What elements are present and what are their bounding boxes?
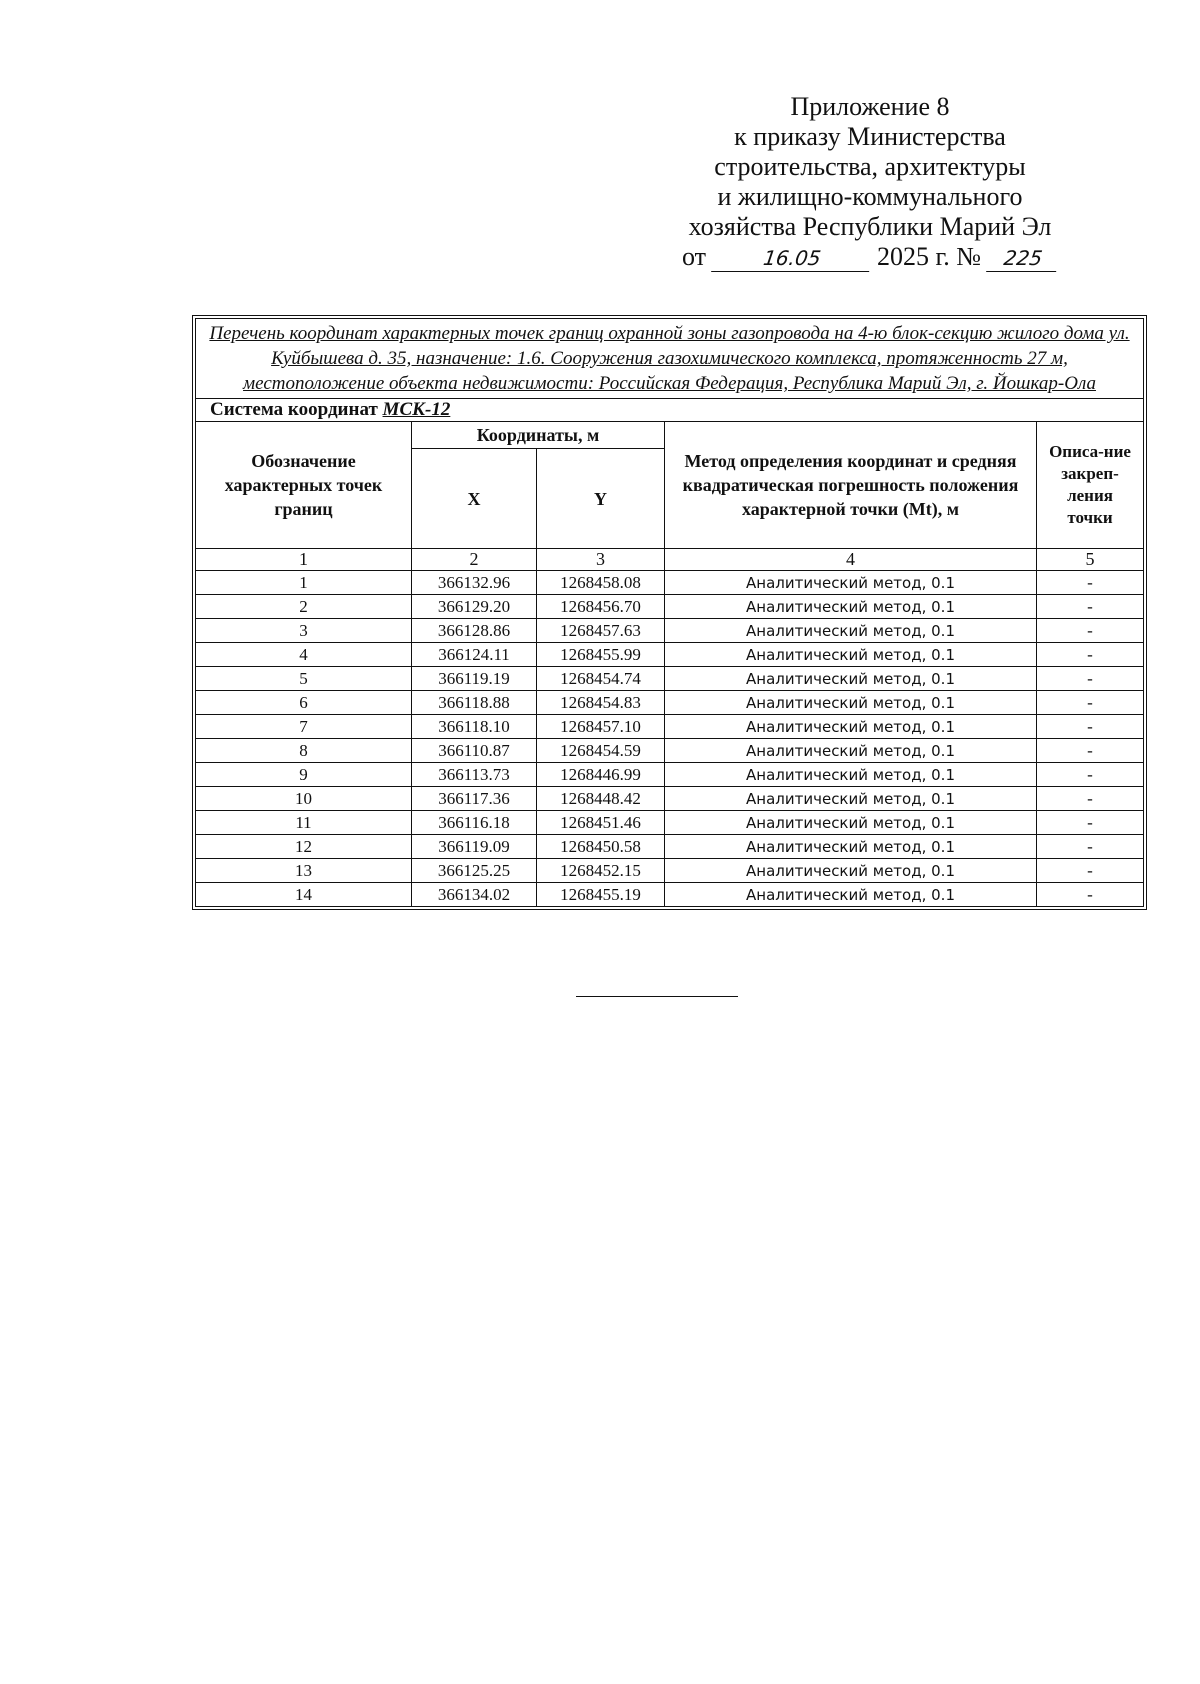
coord-x-cell: 366116.18	[412, 811, 537, 835]
point-number-cell: 6	[196, 691, 412, 715]
description-cell: -	[1037, 643, 1144, 667]
handwritten-date: 16.05	[711, 245, 873, 272]
coord-y-cell: 1268455.99	[537, 643, 665, 667]
description-cell: -	[1037, 619, 1144, 643]
coord-y-cell: 1268450.58	[537, 835, 665, 859]
point-number-cell: 14	[196, 883, 412, 907]
column-number: 4	[665, 549, 1037, 571]
method-cell: Аналитический метод, 0.1	[665, 739, 1037, 763]
coord-x-cell: 366118.88	[412, 691, 537, 715]
method-cell: Аналитический метод, 0.1	[665, 667, 1037, 691]
table-row	[196, 643, 1144, 667]
method-cell: Аналитический метод, 0.1	[665, 787, 1037, 811]
point-number-cell: 10	[196, 787, 412, 811]
coord-y-cell: 1268454.74	[537, 667, 665, 691]
description-cell: -	[1037, 691, 1144, 715]
table-row	[196, 835, 1144, 859]
point-number-cell: 7	[196, 715, 412, 739]
method-cell: Аналитический метод, 0.1	[665, 883, 1037, 907]
coordinate-system	[196, 399, 1144, 422]
header-y: Y	[537, 449, 665, 549]
table-row	[196, 763, 1144, 787]
appendix-ministry-line-2: и жилищно-коммунального	[717, 182, 1023, 211]
table-row	[196, 811, 1144, 835]
coord-y-cell: 1268448.42	[537, 787, 665, 811]
coord-x-cell: 366129.20	[412, 595, 537, 619]
table-row	[196, 715, 1144, 739]
description-cell: -	[1037, 787, 1144, 811]
method-cell: Аналитический метод, 0.1	[665, 715, 1037, 739]
coord-y-cell: 1268457.63	[537, 619, 665, 643]
coord-x-cell: 366117.36	[412, 787, 537, 811]
method-cell: Аналитический метод, 0.1	[665, 619, 1037, 643]
table-row	[196, 571, 1144, 595]
appendix-ministry-line-3: хозяйства Республики Марий Эл	[688, 212, 1052, 241]
description-cell: -	[1037, 739, 1144, 763]
coord-y-cell: 1268454.59	[537, 739, 665, 763]
appendix-ministry-line: строительства, архитектуры	[714, 152, 1026, 181]
coord-x-cell: 366113.73	[412, 763, 537, 787]
method-cell: Аналитический метод, 0.1	[665, 571, 1037, 595]
table-row	[196, 667, 1144, 691]
coord-y-cell: 1268456.70	[537, 595, 665, 619]
coord-x-cell: 366124.11	[412, 643, 537, 667]
coord-x-cell: 366125.25	[412, 859, 537, 883]
appendix-header	[640, 92, 1100, 272]
method-cell: Аналитический метод, 0.1	[665, 811, 1037, 835]
description-cell: -	[1037, 595, 1144, 619]
coord-x-cell: 366118.10	[412, 715, 537, 739]
coordinate-system-value: МСК-12	[382, 399, 451, 420]
description-cell: -	[1037, 667, 1144, 691]
column-number: 5	[1037, 549, 1144, 571]
coord-x-cell: 366134.02	[412, 883, 537, 907]
table-row	[196, 859, 1144, 883]
coordinates-body	[196, 571, 1144, 907]
date-prefix: от	[682, 242, 707, 271]
handwritten-order-number: 225	[986, 245, 1060, 272]
column-number: 1	[196, 549, 412, 571]
point-number-cell: 12	[196, 835, 412, 859]
coord-y-cell: 1268454.83	[537, 691, 665, 715]
table-row	[196, 883, 1144, 907]
coordinates-table	[195, 318, 1144, 907]
header-designation: Обозначение характерных точек границ	[196, 422, 412, 549]
header-description: Описа-ние закреп-ления точки	[1037, 422, 1144, 549]
point-number-cell: 3	[196, 619, 412, 643]
point-number-cell: 9	[196, 763, 412, 787]
coord-x-cell: 366132.96	[412, 571, 537, 595]
order-date-line	[640, 242, 1100, 272]
description-cell: -	[1037, 835, 1144, 859]
table-row	[196, 691, 1144, 715]
method-cell: Аналитический метод, 0.1	[665, 691, 1037, 715]
coord-x-cell: 366119.09	[412, 835, 537, 859]
column-numbers-row	[196, 549, 1144, 571]
point-number-cell: 5	[196, 667, 412, 691]
table-row	[196, 595, 1144, 619]
table-row	[196, 739, 1144, 763]
coord-y-cell: 1268452.15	[537, 859, 665, 883]
column-number: 3	[537, 549, 665, 571]
coord-y-cell: 1268458.08	[537, 571, 665, 595]
point-number-cell: 4	[196, 643, 412, 667]
header-method: Метод определения координат и средняя квадратическая погрешность положения характерной точки (Mt), м	[665, 422, 1037, 549]
coord-x-cell: 366119.19	[412, 667, 537, 691]
table-row	[196, 619, 1144, 643]
end-divider	[576, 996, 738, 997]
description-cell: -	[1037, 883, 1144, 907]
method-cell: Аналитический метод, 0.1	[665, 859, 1037, 883]
appendix-title: Приложение 8	[790, 92, 950, 121]
coordinate-system-label: Система координат	[210, 399, 378, 420]
coord-x-cell: 366110.87	[412, 739, 537, 763]
description-cell: -	[1037, 811, 1144, 835]
coord-y-cell: 1268455.19	[537, 883, 665, 907]
appendix-order-line: к приказу Министерства	[734, 122, 1006, 151]
table-row	[196, 787, 1144, 811]
method-cell: Аналитический метод, 0.1	[665, 595, 1037, 619]
method-cell: Аналитический метод, 0.1	[665, 835, 1037, 859]
description-cell: -	[1037, 763, 1144, 787]
order-year: 2025 г. №	[877, 242, 982, 271]
method-cell: Аналитический метод, 0.1	[665, 763, 1037, 787]
point-number-cell: 1	[196, 571, 412, 595]
description-cell: -	[1037, 571, 1144, 595]
point-number-cell: 13	[196, 859, 412, 883]
point-number-cell: 2	[196, 595, 412, 619]
table-title: Перечень координат характерных точек границ охранной зоны газопровода на 4-ю блок-секцию жилого дома ул. Куйбышева д. 35, назначение: 1.6. Сооружения газохимического комплекса, протяженность 27 м, местоположение объекта недвижимости: Российская Федерация, Республика Марий Эл, г. Йошкар-Ола	[196, 319, 1144, 399]
coord-y-cell: 1268446.99	[537, 763, 665, 787]
method-cell: Аналитический метод, 0.1	[665, 643, 1037, 667]
point-number-cell: 11	[196, 811, 412, 835]
point-number-cell: 8	[196, 739, 412, 763]
header-x: X	[412, 449, 537, 549]
description-cell: -	[1037, 715, 1144, 739]
header-coordinates: Координаты, м	[412, 422, 665, 449]
description-cell: -	[1037, 859, 1144, 883]
coord-y-cell: 1268457.10	[537, 715, 665, 739]
coord-x-cell: 366128.86	[412, 619, 537, 643]
column-number: 2	[412, 549, 537, 571]
coord-y-cell: 1268451.46	[537, 811, 665, 835]
